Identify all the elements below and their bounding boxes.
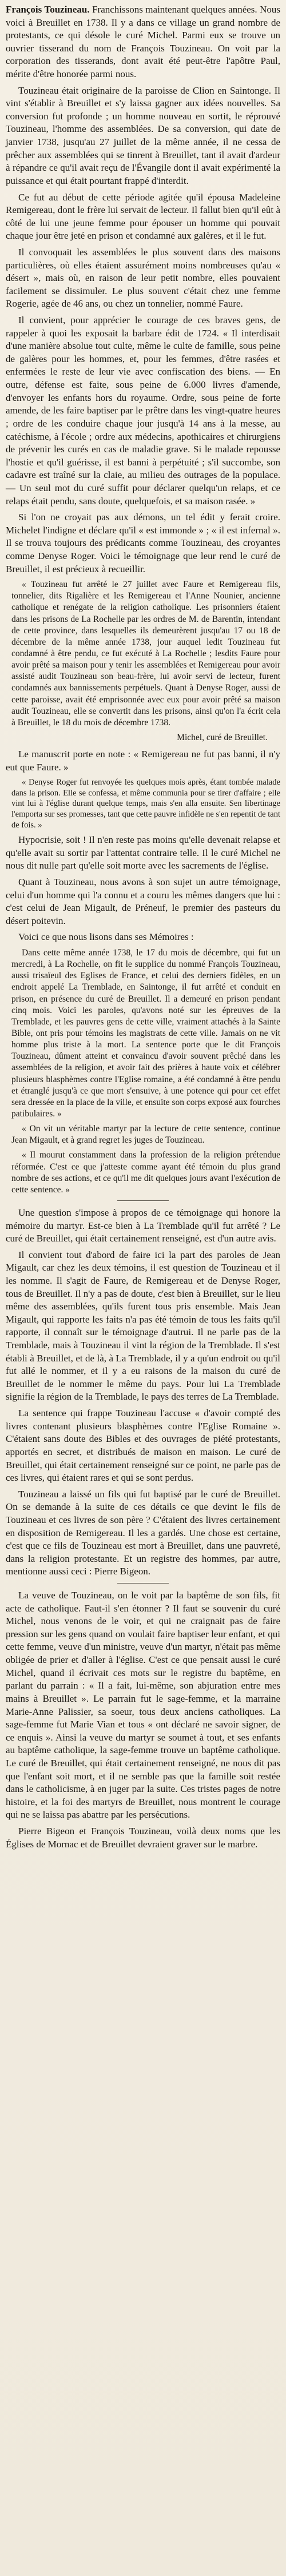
quote-block: « Il mourut constamment dans la profession de la religion prétendue réformée. C'est ce que j'atteste comme ayant été témoin du plus grand nombre de ses actions, et ce qu'il me dit quelques jours avant l'exécution de cette sentence. » xyxy=(11,1150,280,1195)
paragraph: Si l'on ne croyait pas aux démons, un tel édit y ferait croire. Michelet l'indigne et déclare qu'il « est immonde » ; « il est infernal ». Il se trouva toujours des prédicants comme Touzineau, des croyantes comme Denyse Roger. Voici le témoignage que leur rend le curé de Breuillet, il est précieux à recueillir. xyxy=(6,512,280,574)
paragraph: Il convient tout d'abord de faire ici la part des paroles de Jean Migault, car chez les deux témoins, il est question de Touzineau et il les nomme. Il s'agit de Faure, de Remigereau et de Denyse Roger, tous de Breuillet. Il n'y a pas de doute, c'est bien à Breuillet, sur le lieu même des assemblées, qu'ils furent tous pris ensemble. Mais Jean Migault, qui rapporte les faits n'a pas été témoin de tous les faits qu'il rapporte, il connaît sur le témoignage d'autrui. Il ne parle pas de la Tremblade, mais à Touzineau il vint la région de la Tremblade. Il s'est établi à Breuillet, et de là, à La Tremblade, il y a qu'un endroit ou qu'il fut allé le nommer, et il y a eu raisons de la maison du curé de Breuillet de le nommer le même du pays. Pour lui La Tremblade signifie la région de la Tremblade, le pays des terres de La Tremblade. xyxy=(6,1249,280,1402)
paragraph: Touzineau était originaire de la paroisse de Clion en Saintonge. Il vint s'établir à Breuillet et s'y laissa gagner aux idées nouvelles. Sa conversion fut profonde ; un homme nouveau en sortit, le réprouvé Touzineau, l'homme des assemblées. De sa conversion, qui date de janvier 1738, jusqu'au 27 juillet de la même année, il ne cessa de prêcher aux assemblées qui se tinrent à Breuillet, tant il avait d'ardeur à répandre ce qu'il avait reçu de l'Évangile dont il avait expérimenté la puissance et qui était pourtant frappé d'interdit. xyxy=(6,85,280,186)
paragraph-text: Franchissons maintenant quelques années. Nous voici à Breuillet en 1738. Il y a dans ce village un grand nombre de protestants, ce qui désole le curé Michel. Parmi eux se trouve un ouvrier tisserand du nom de François Touzineau. On voit par la corporation des tisserands, dont avait été peut-être l'apôtre Paul, mérite d'être honorée parmi nous. xyxy=(6,4,280,80)
paragraph: Il convoquait les assemblées le plus souvent dans des maisons particulières, où elles étaient assurément moins nombreuses qu'au « désert », mais où, en raison de leur petit nombre, elles pouvaient facilement se dissimuler. Le plus souvent c'était chez une femme Rogerie, agée de 46 ans, ou chez un tonnelier, nommé Faure. xyxy=(6,246,280,310)
quote-block: « Denyse Roger fut renvoyée les quelques mois après, étant tombée malade dans la prison. Elle se confessa, et même communia pour se tirer d'affaire ; elle vint lui à l'église durant quelque temps, mais s'en alla ensuite. Sen libertinage l'emporta sur ses promesses, tant que cette pauvre infidèle ne s'en repentit de tant de fois. » xyxy=(11,778,280,830)
paragraph: Pierre Bigeon et François Touzineau, voilà deux noms que les Églises de Mornac et de Breuillet devraient graver sur le marbre. xyxy=(6,1825,280,1850)
paragraph: Quant à Touzineau, nous avons à son sujet un autre témoignage, celui d'un homme qui l'a connu et a couru les mêmes dangers que lui : c'est celui de Jean Migault, de Préneuf, le premier des pasteurs du désert poitevin. xyxy=(6,876,280,926)
section-divider xyxy=(117,1200,169,1201)
paragraph: Ce fut au début de cette période agitée qu'il épousa Madeleine Remigereau, dont le frère lui servait de lecteur. Il fallut bien qu'il eût à côté de lui une jeune femme pour épouser un homme qui pouvait chaque jour être jeté en prison et condamné aux galères, et il le fut. xyxy=(6,191,280,242)
paragraph: La sentence qui frappe Touzineau l'accuse « d'avoir compté des livres contenant plusieurs blasphèmes contre l'Eglise Romaine ». C'étaient sans doute des Bibles et des ouvrages de piété protestants, apportés en secret, et distribués de maison en maison. Le curé de Breuillet, qui était certainement renseigné sur ce point, ne parle pas de ces livres, qui étaient rares et qui se sont perdus. xyxy=(6,1408,280,1484)
paragraph: La veuve de Touzineau, on le voit par la baptême de son fils, fit acte de catholique. Faut-il s'en étonner ? Il faut se souvenir du curé Michel, nous venons de le voir, et qui ne craignait pas de faire pression sur les gens quand on voulait faire baptiser leur enfant, et qui cette femme, veuve d'un ministre, veuve d'un martyr, n'était pas même obligée de prier et d'aller à l'église. C'est ce que pensait aussi le curé Michel, quand il écrivait ces mots sur le registre du baptême, en parlant du parrain : « Il a fait, lui-même, son abjuration entre mes mains à Breuillet ». Le parrain fut le sage-femme, et la marraine Marie-Anne Palissier, sa soeur, tous deux anciens catholiques. La sage-femme fut Marie Vian et tous « ont déclaré ne savoir signer, de ce enquis ». Ainsi la veuve du martyr se soumet à tout, et ses enfants au baptême catholique, la sage-femme trouve un baptême catholique. Le curé de Breuillet, qui était certainement renseigné, ne nous dit pas que l'enfant soit mort, et il ne semble pas que la famille soit restée dans le catholicisme, à en juger par la suite. Ces tristes pages de notre histoire, et la foi des martyrs de Breuillet, nous montrent le courage qui ne se laissa pas abattre par les persécutions. xyxy=(6,1590,280,1821)
section-divider xyxy=(117,1583,169,1584)
signature-line: Michel, curé de Breuillet. xyxy=(177,733,268,743)
article-title: François Touzineau. xyxy=(6,4,90,15)
paragraph: Le manuscrit porte en note : « Remigereau ne fut pas banni, il n'y eut que Faure. » xyxy=(6,749,280,773)
paragraph-intro xyxy=(6,3,280,81)
paragraph: Hypocrisie, soit ! Il n'en reste pas moins qu'elle devenait relapse et qu'elle avait su sortir par l'attentat contraire telle. Il le curé Michel ne nous dit nulle part qu'elle soit morte avec les sacrements de l'église. xyxy=(6,834,280,871)
paragraph: Il convient, pour apprécier le courage de ces braves gens, de rappeler à quoi les exposait la barbare édit de 1724. « Il interdisait d'une manière absolue tout culte, même le culte de famille, sous peine de galères pour les hommes, et, pour les femmes, d'être rasées et enfermées le reste de leur vie avec confiscation des biens. — En outre, défense est faite, sous peine de 6.000 livres d'amende, d'envoyer les enfants hors du royaume. Ordre, sous peine de forte amende, de les faire baptiser par le prêtre dans les vingt-quatre heures ; ordre de les conduire chaque jour jusqu'à 14 ans à la messe, au catéchisme, à l'école ; ordre aux médecins, apothicaires et chirurgiens de prévenir les curés en cas de maladie grave. Si le malade repousse l'hostie et qu'il guérisse, il est banni à perpétuité ; s'il succombe, son cadavre est traîné sur la claie, au milieu des outrages de la populace. — Un seul mot du curé suffit pour déclarer quelqu'un relaps, et ce relaps était pendu, sans doute, quelquefois, et sa maison rasée. » xyxy=(6,315,280,507)
quote-block: Dans cette même année 1738, le 17 du mois de décembre, qui fut un mercredi, à La Rochelle, on fit le supplice du nommé François Touzineau, aussi trisaïeul des Eglises de France, et celui des derniers fidèles, en un endroit appelé La Tremblade, en Saintonge, il fut arrêté et conduit en prison, en présence du curé de Breuillet. Il a demeuré en prison pendant cinq mois. Voici les paroles, qu'avons noté sur les épreuves de la Tremblade, et les pauvres gens de cette ville, vraiment attachés à la Sainte Bible, ont pris pour témoins les magistrats de cette ville. Jamais on ne vit homme plus triste à la mort. La sentence porte que le dit François Touzineau, dûment atteint et convaincu d'avoir souvent prêché dans les assemblées de la religion, et avoir fait des prières à haute voix et célébrer plusieurs blasphèmes contre l'Eglise romaine, a été condamné à être pendu et étranglé jusqu'à ce que mort s'ensuive, à une potence qui pour cet effet sera dressée en la place de la ville, et ensuite son corps exposé aux fourches patibulaires. » xyxy=(11,948,280,1119)
paragraph: Touzineau a laissé un fils qui fut baptisé par le curé de Breuillet. On se demande à la suite de ces détails ce que devint le fils de Touzineau et ces livres de son père ? C'étaient des livres certainement en disposition de Remigereau. Il les a gardés. Une chose est certaine, c'est que ce fils de Touzineau est mort à Breuillet, dans une pauvreté, dans la religion protestante. Et un registre des hommes, par autre, mentionne aussi ceci : Pierre Bigeon. xyxy=(6,1488,280,1577)
paragraph: Voici ce que nous lisons dans ses Mémoires : xyxy=(18,931,194,943)
quote-block: « On vit un véritable martyr par la lecture de cette sentence, continue Jean Migault, et à grand regret les juges de Touzineau. xyxy=(11,1124,280,1146)
paragraph: Une question s'impose à propos de ce témoignage qui honore la mémoire du martyr. Est-ce bien à La Tremblade qu'il fut arrêté ? Le curé de Breuillet, qui était certainement renseigné, est d'un autre avis. xyxy=(6,1207,280,1244)
quote-block: « Touzineau fut arrêté le 27 juillet avec Faure et Remigereau fils, tonnelier, dits Rigalière et les Remigereau et l'Anne Nounier, ancienne catholique et renégate de la religion catholique. Les prisonniers étaient dans les prisons de La Rochelle par les ordres de M. de Barentin, intendant de cette province, dans lesquelles ils demeurèrent jusqu'au 17 ou 18 de décembre de la même année 1738, jour auquel ledit Touzineau fut condamné à être pendu, ce fut exécuté à La Rochelle ; lesdits Faure pour avoir prêté sa maison pour y tenir les assemblées et Remigereau pour avoir assisté audit Touzineau son beau-frère, lui avoir servi de lecteur, furent condamnés aux bannissements perpétuels. Quant à Denyse Roger, aussi de cette paroisse, avait été emprisonnée avec eux pour avoir prêté sa maison audit Touzineau, elle se convertit dans les prisons, ainsi qu'on l'a écrit cela à Breuillet, le 18 du mois de décembre 1738. xyxy=(11,580,280,728)
